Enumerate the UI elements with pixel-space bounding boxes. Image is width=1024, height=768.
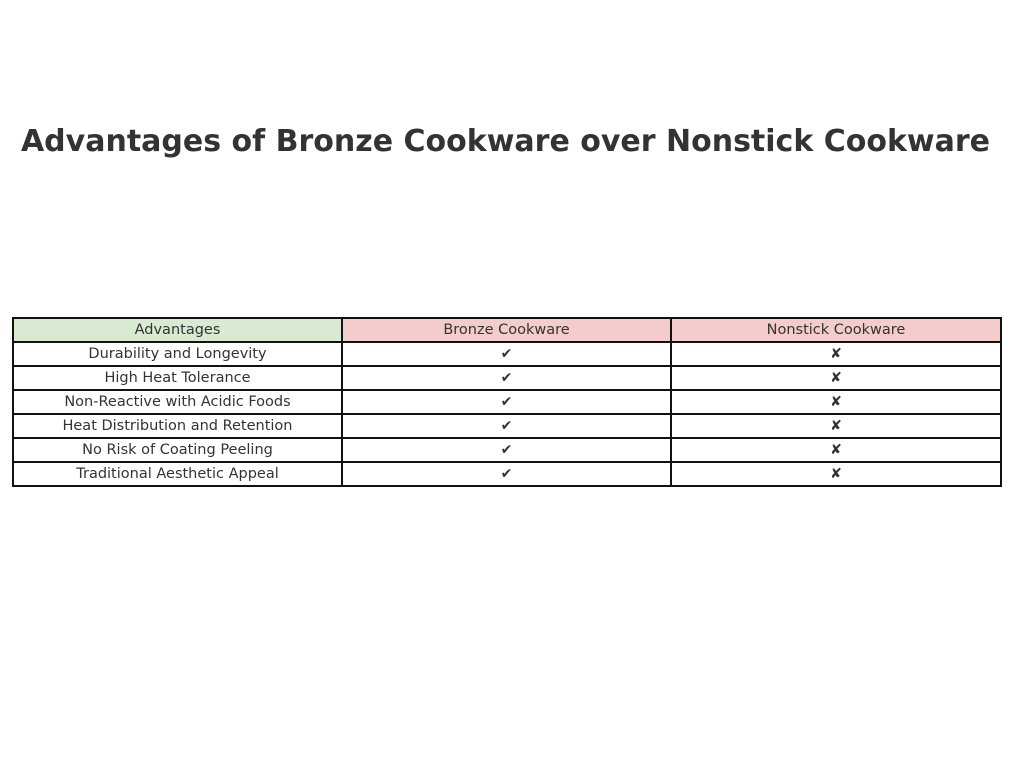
table-row — [13, 438, 1001, 462]
header-nonstick-cookware: Nonstick Cookware — [671, 318, 1001, 342]
nonstick-cross-mark: ✘ — [671, 414, 1001, 438]
bronze-check-mark: ✔ — [342, 414, 671, 438]
nonstick-cross-mark: ✘ — [671, 342, 1001, 366]
table-row — [13, 342, 1001, 366]
comparison-table — [12, 317, 1002, 487]
bronze-check-mark: ✔ — [342, 366, 671, 390]
advantage-label: No Risk of Coating Peeling — [13, 438, 342, 462]
table-row — [13, 366, 1001, 390]
advantage-label: Traditional Aesthetic Appeal — [13, 462, 342, 486]
advantage-label: Non-Reactive with Acidic Foods — [13, 390, 342, 414]
advantage-label: High Heat Tolerance — [13, 366, 342, 390]
table-row — [13, 390, 1001, 414]
bronze-check-mark: ✔ — [342, 342, 671, 366]
header-row — [13, 318, 1001, 342]
header-advantages: Advantages — [13, 318, 342, 342]
header-bronze-cookware: Bronze Cookware — [342, 318, 671, 342]
nonstick-cross-mark: ✘ — [671, 438, 1001, 462]
nonstick-cross-mark: ✘ — [671, 390, 1001, 414]
nonstick-cross-mark: ✘ — [671, 462, 1001, 486]
chart-title: Advantages of Bronze Cookware over Nonstick Cookware — [20, 124, 991, 159]
table-row — [13, 462, 1001, 486]
table-row — [13, 414, 1001, 438]
bronze-check-mark: ✔ — [342, 390, 671, 414]
bronze-check-mark: ✔ — [342, 438, 671, 462]
advantage-label: Heat Distribution and Retention — [13, 414, 342, 438]
nonstick-cross-mark: ✘ — [671, 366, 1001, 390]
advantage-label: Durability and Longevity — [13, 342, 342, 366]
bronze-check-mark: ✔ — [342, 462, 671, 486]
